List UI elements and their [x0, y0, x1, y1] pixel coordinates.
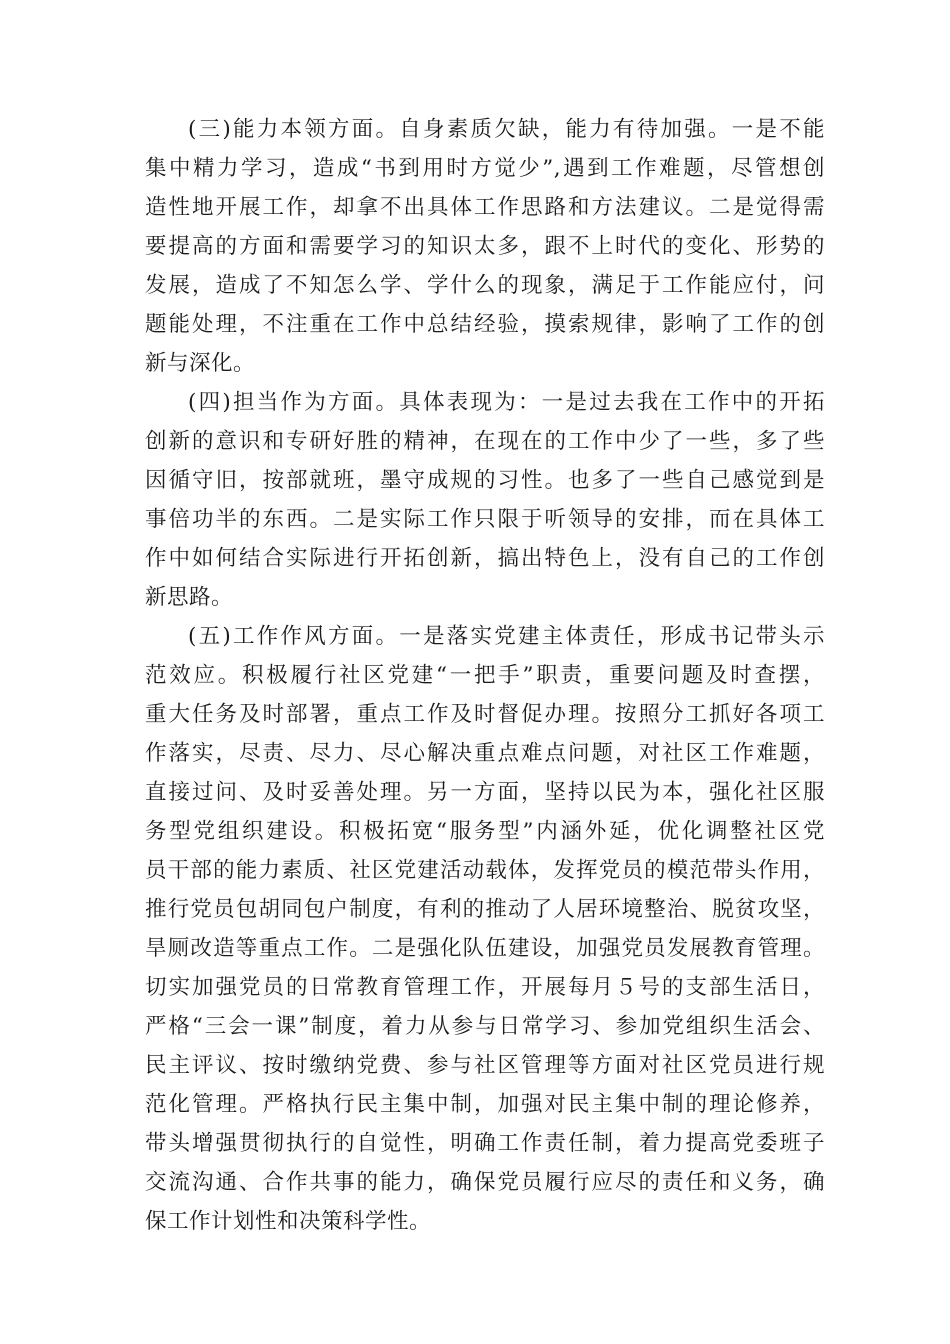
paragraph-line: 要提高的方面和需要学习的知识太多，跟不上时代的变化、形势的 — [145, 234, 825, 259]
paragraph-line: 带头增强贯彻执行的自觉性，明确工作责任制，着力提高党委班子 — [145, 1131, 825, 1156]
paragraph-line: 直接过问、及时妥善处理。另一方面，坚持以民为本，强化社区服 — [145, 780, 825, 805]
paragraph-line: 新思路。 — [145, 585, 234, 610]
paragraph-line: 旱厕改造等重点工作。二是强化队伍建设，加强党员发展教育管理。 — [145, 936, 825, 961]
paragraph-line: 范化管理。严格执行民主集中制，加强对民主集中制的理论修养， — [145, 1092, 825, 1117]
paragraph-line: 范效应。积极履行社区党建“一把手”职责，重要问题及时查摆， — [145, 663, 825, 688]
paragraph-line: 发展，造成了不知怎么学、学什么的现象，满足于工作能应付，问 — [145, 273, 825, 298]
paragraph-ability — [145, 110, 825, 383]
paragraph-line: 作落实，尽责、尽力、尽心解决重点难点问题，对社区工作难题， — [145, 741, 825, 766]
paragraph-line: 员干部的能力素质、社区党建活动载体，发挥党员的模范带头作用， — [145, 858, 825, 883]
paragraph-line: 民主评议、按时缴纳党费、参与社区管理等方面对社区党员进行规 — [145, 1053, 825, 1078]
paragraph-line: 切实加强党员的日常教育管理工作，开展每月５号的支部生活日， — [145, 975, 825, 1000]
paragraph-responsibility — [145, 383, 825, 617]
paragraph-line: 造性地开展工作，却拿不出具体工作思路和方法建议。二是觉得需 — [145, 195, 825, 220]
paragraph-line: 因循守旧，按部就班，墨守成规的习性。也多了一些自己感觉到是 — [145, 468, 825, 493]
paragraph-line: 作中如何结合实际进行开拓创新，搞出特色上，没有自己的工作创 — [145, 546, 825, 571]
document-body — [145, 110, 825, 1241]
paragraph-line: 事倍功半的东西。二是实际工作只限于听领导的安排，而在具体工 — [145, 507, 825, 532]
paragraph-line: 交流沟通、合作共事的能力，确保党员履行应尽的责任和义务，确 — [145, 1170, 825, 1195]
paragraph-line: 务型党组织建设。积极拓宽“服务型”内涵外延，优化调整社区党 — [145, 819, 825, 844]
paragraph-line: 创新的意识和专研好胜的精神，在现在的工作中少了一些，多了些 — [145, 429, 825, 454]
paragraph-line: 保工作计划性和决策科学性。 — [145, 1209, 432, 1234]
paragraph-line: 新与深化。 — [145, 351, 256, 376]
paragraph-line: 严格“三会一课”制度，着力从参与日常学习、参加党组织生活会、 — [145, 1014, 825, 1039]
paragraph-line: (三)能力本领方面。自身素质欠缺，能力有待加强。一是不能 — [188, 117, 825, 142]
paragraph-line: (四)担当作为方面。具体表现为：一是过去我在工作中的开拓 — [188, 390, 825, 415]
paragraph-work-style — [145, 617, 825, 1241]
paragraph-line: 重大任务及时部署，重点工作及时督促办理。按照分工抓好各项工 — [145, 702, 825, 727]
paragraph-line: 推行党员包胡同包户制度，有利的推动了人居环境整治、脱贫攻坚， — [145, 897, 825, 922]
paragraph-line: (五)工作作风方面。一是落实党建主体责任，形成书记带头示 — [188, 624, 825, 649]
paragraph-line: 题能处理，不注重在工作中总结经验，摸索规律，影响了工作的创 — [145, 312, 825, 337]
paragraph-line: 集中精力学习，造成“书到用时方觉少”,遇到工作难题，尽管想创 — [145, 156, 825, 181]
